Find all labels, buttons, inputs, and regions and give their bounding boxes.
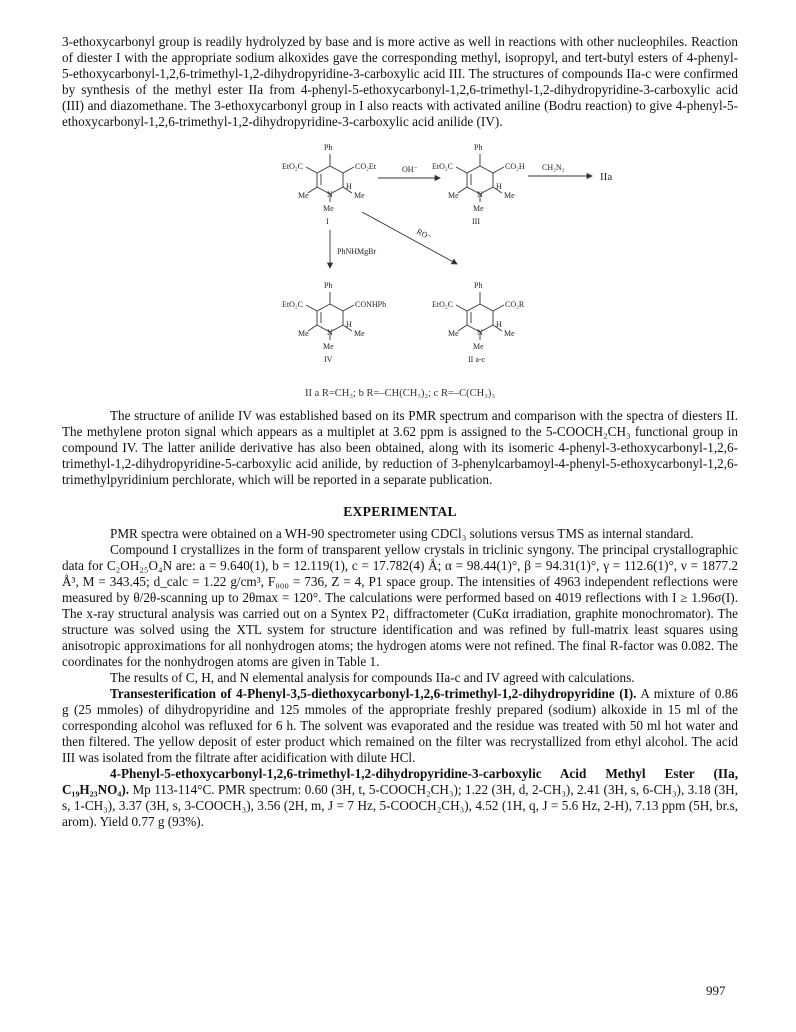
mol-ii-me-n: Me [473, 342, 484, 351]
arrow-transesterification [362, 212, 457, 264]
methyl-ester-paragraph [62, 766, 738, 830]
mol-ii-n: N [477, 328, 483, 337]
mol-iii-label: III [472, 217, 480, 226]
section-heading-experimental: EXPERIMENTAL [343, 504, 457, 519]
mol-iii-me-left: Me [448, 191, 459, 200]
pmr-paragraph: PMR spectra were obtained on a WH-90 spectrometer using CDCl₃ solutions versus TMS as internal standard. [110, 526, 694, 541]
mol-i-me-n: Me [323, 204, 334, 213]
mol-ii-h: H [496, 320, 502, 329]
mol-iii-h: H [496, 182, 502, 191]
methyl-ester-title: 4-Phenyl-5-ethoxycarbonyl-1,2,6-trimethyl-1,2-dihydropyridine-3-carboxylic Acid Methyl Ester (IIa, C₁₉H₂₃NO₄). [62, 766, 738, 797]
mol-iii-co2h: CO₂H [505, 162, 525, 171]
mol-i-ph: Ph [324, 143, 333, 152]
mol-ii-label: II a-c [468, 355, 486, 364]
crystallography-paragraph: Compound I crystallizes in the form of transparent yellow crystals in triclinic syngony. The principal crystallographic data for C₂OH₂₅O₄N are: a = 9.640(1), b = 12.119(1), c = 17.782(4) Å; α = 98.44(1)°, β = 94.31(1)°, γ = 112.6(1)°, ν = 1877.2 Å³, M = 343.45; d_calc = 1.22 g/cm³, F₀₀₀ = 736, Z = 4, P1 space group. The intensities of 4963 independent reflections were measured by θ/2θ-scanning up to 2θmax = 120°. The calculations were performed based on 4019 reflections with I ≥ 1.96σ(I). The x-ray structural analysis was carried out on a Syntex P2₁ diffractometer (CuKα irradiation, graphite monochromator). The structure was solved using the XTL system for structure identification and was refined by full-matrix least squares using anisotropic approximations for all nonhydrogen atoms; the hydrogen atoms were not refined. The final R-factor was 0.082. The coordinates for the nonhydrogen atoms are given in Table 1. [62, 542, 738, 669]
mol-iii-me-right: Me [504, 191, 515, 200]
mol-iii-me-n: Me [473, 204, 484, 213]
transesterification-paragraph [62, 686, 738, 766]
mol-iv-conhph: CONHPh [355, 300, 387, 309]
mol-i-label: I [326, 217, 329, 226]
elemental-analysis-paragraph: The results of C, H, and N elemental analysis for compounds IIa-c and IV agreed with calculations. [110, 670, 635, 685]
page-body [62, 34, 738, 830]
mol-i-co2et: CO₂Et [355, 162, 377, 171]
mol-iv-n: N [327, 328, 333, 337]
mol-i-h: H [346, 182, 352, 191]
mol-iv-ph: Ph [324, 281, 333, 290]
mol-i-eto2c: EtO₂C [282, 162, 304, 171]
transesterification-body: A mixture of 0.86 g (25 mmoles) of dihydropyridine and 125 mmoles of the appropriate freshly prepared (sodium) alkoxide in 15 ml of the corresponding alcohol was refluxed for 6 h. The solvent was evaporated and the residue was treated with 50 ml hot water and then filtered. The yellow deposit of ester product which remained on the filter was recrystallized from ethyl alcohol. The acid III was isolated from the filtrate after acidification with dilute HCl. [62, 686, 738, 765]
mol-i-n: N [327, 190, 333, 199]
mol-iv-label: IV [324, 355, 333, 364]
reaction-scheme-svg [62, 132, 738, 402]
mol-i-me-right: Me [354, 191, 365, 200]
anilide-paragraph: The structure of anilide IV was established based on its PMR spectrum and comparison with the spectra of diesters II. The methylene proton signal which appears as a multiplet at 3.62 ppm is assigned to the 5-COOCH₂CH₃ functional group in compound IV. The latter anilide derivative has also been obtained, along with its isomeric 4-phenyl-3-ethoxycarbonyl-1,2,6-trimethyl-1,2-dihydropyridine-5-carboxylic acid anilide, by reduction of 3-phenylcarbamoyl-4-phenyl-5-ethoxycarbonyl-1,2,6-trimethylpyridinium perchlorate, which will be reported in a separate publication. [62, 408, 738, 487]
mol-iv-me-left: Me [298, 329, 309, 338]
mol-iii-n: N [477, 190, 483, 199]
reagent-ch2n2: CH₂N₂ [542, 163, 565, 172]
reaction-scheme [62, 132, 738, 402]
mol-ii-eto2c: EtO₂C [432, 300, 454, 309]
mol-iii-ph: Ph [474, 143, 483, 152]
mol-iii-eto2c: EtO₂C [432, 162, 454, 171]
transesterification-title: Transesterification of 4-Phenyl-3,5-diethoxycarbonyl-1,2,6-trimethyl-1,2-dihydropyridine (I). [110, 686, 637, 701]
reagent-phnhmgbr: PhNHMgBr [337, 247, 377, 256]
product-iia: IIa [600, 171, 613, 183]
reagent-ro: RO⁻ [415, 226, 433, 242]
reagent-oh: OH⁻ [402, 165, 418, 174]
mol-ii-me-right: Me [504, 329, 515, 338]
mol-ii-me-left: Me [448, 329, 459, 338]
mol-iv-me-right: Me [354, 329, 365, 338]
mol-iv-me-n: Me [323, 342, 334, 351]
mol-ii-ph: Ph [474, 281, 483, 290]
intro-paragraph: 3-ethoxycarbonyl group is readily hydrolyzed by base and is more active as well in reactions with other nucleophiles. Reaction of diester I with the appropriate sodium alkoxides gave the corresponding methyl, isopropyl, and tert-butyl esters of 4-phenyl-5-ethoxycarbonyl-1,2,6-trimethyl-1,2-dihydropyridine-3-carboxylic acid III. The structures of compounds IIa-c were confirmed by synthesis of the methyl ester IIa from 4-phenyl-5-ethoxycarbonyl-1,2,6-trimethyl-1,2-dihydropyridine-3-carboxylic acid (III) and diazomethane. The 3-ethoxycarbonyl group in I also reacts with activated aniline (Bodru reaction) to give 4-phenyl-5-ethoxycarbonyl-1,2,6-trimethyl-1,2-dihydropyridine-3-carboxylic acid anilide (IV). [62, 34, 738, 129]
mol-iv-h: H [346, 320, 352, 329]
mol-i-me-left: Me [298, 191, 309, 200]
scheme-variants-caption: II a R=CH₃; b R=–CH(CH₃)₂; c R=–C(CH₃)₃ [304, 388, 496, 399]
mol-iv-eto2c: EtO₂C [282, 300, 304, 309]
methyl-ester-body: Mp 113-114°C. PMR spectrum: 0.60 (3H, t, 5-COOCH₂CH₃); 1.22 (3H, d, 2-CH₃), 2.41 (3H, s, 6-CH₃), 3.18 (3H, s, 1-CH₃), 3.37 (3H, s, 3-COOCH₃), 3.56 (2H, m, J = 7 Hz, 5-COOCH₂CH₃), 4.52 (1H, q, J = 5.6 Hz, 2-H), 7.13 ppm (5H, br.s, arom). Yield 0.77 g (93%). [62, 782, 738, 829]
page-number: 997 [706, 983, 726, 998]
mol-ii-co2r: CO₂R [505, 300, 525, 309]
